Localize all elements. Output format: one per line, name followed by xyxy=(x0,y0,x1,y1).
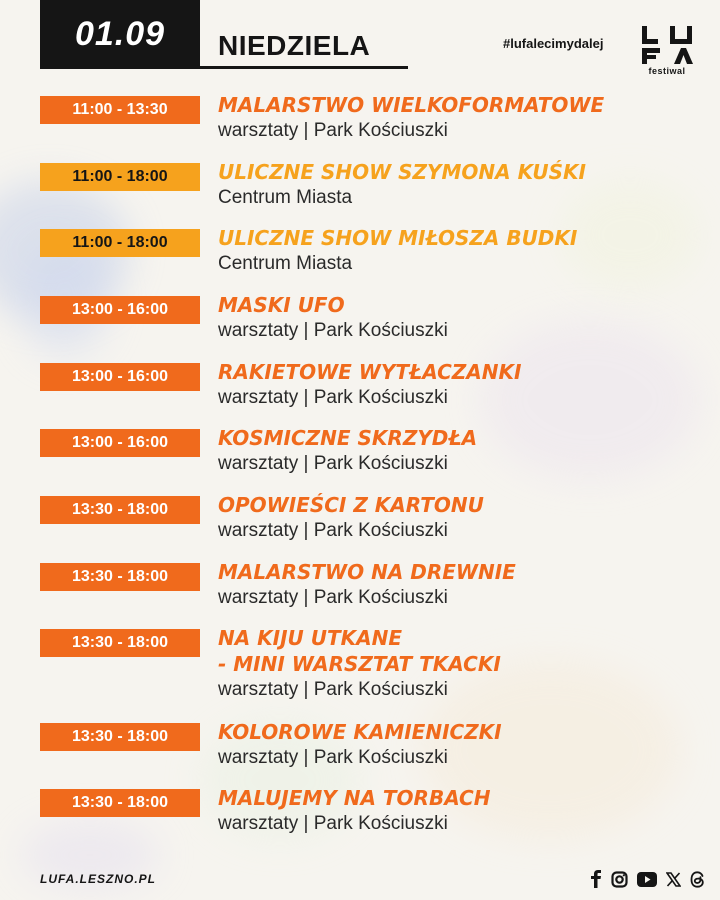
threads-icon[interactable] xyxy=(690,871,705,888)
event-location: warsztaty | Park Kościuszki xyxy=(218,387,448,408)
website-link[interactable]: LUFA.LESZNO.PL xyxy=(40,872,156,886)
event-title: ULICZNE SHOW SZYMONA KUŚKI xyxy=(218,160,586,184)
youtube-icon[interactable] xyxy=(637,872,657,887)
lufa-logo-icon xyxy=(640,24,694,66)
event-title: NA KIJU UTKANE - MINI WARSZTAT TKACKI xyxy=(218,626,501,676)
time-badge: 13:00 - 16:00 xyxy=(40,363,200,391)
event-location: warsztaty | Park Kościuszki xyxy=(218,320,448,341)
page-header xyxy=(40,0,408,68)
event-title: MALARSTWO NA DREWNIE xyxy=(218,560,516,584)
time-badge: 13:30 - 18:00 xyxy=(40,496,200,524)
time-badge: 11:00 - 13:30 xyxy=(40,96,200,124)
time-badge: 13:00 - 16:00 xyxy=(40,296,200,324)
social-links xyxy=(590,870,705,888)
event-title: MALARSTWO WIELKOFORMATOWE xyxy=(218,93,605,117)
event-title: KOLOROWE KAMIENICZKI xyxy=(218,720,502,744)
festival-logo xyxy=(640,24,694,76)
event-location: warsztaty | Park Kościuszki xyxy=(218,679,448,700)
event-title: RAKIETOWE WYTŁACZANKI xyxy=(218,360,522,384)
time-badge: 13:30 - 18:00 xyxy=(40,629,200,657)
event-location: Centrum Miasta xyxy=(218,253,353,274)
event-location: warsztaty | Park Kościuszki xyxy=(218,120,448,141)
x-icon[interactable] xyxy=(666,872,681,887)
facebook-icon[interactable] xyxy=(590,870,602,888)
event-location: Centrum Miasta xyxy=(218,187,353,208)
day-title: NIEDZIELA xyxy=(218,30,371,61)
event-title: ULICZNE SHOW MIŁOSZA BUDKI xyxy=(218,226,578,250)
event-title: KOSMICZNE SKRZYDŁA xyxy=(218,426,478,450)
time-badge: 13:30 - 18:00 xyxy=(40,789,200,817)
time-badge: 13:00 - 16:00 xyxy=(40,429,200,457)
header-divider xyxy=(40,66,408,69)
event-title: OPOWIEŚCI Z KARTONU xyxy=(218,493,484,517)
logo-subtitle: festiwal xyxy=(648,66,686,76)
date-badge: 01.09 xyxy=(40,0,200,68)
event-location: warsztaty | Park Kościuszki xyxy=(218,587,448,608)
event-location: warsztaty | Park Kościuszki xyxy=(218,813,448,834)
instagram-icon[interactable] xyxy=(611,871,628,888)
event-location: warsztaty | Park Kościuszki xyxy=(218,520,448,541)
event-title: MASKI UFO xyxy=(218,293,345,317)
event-location: warsztaty | Park Kościuszki xyxy=(218,747,448,768)
time-badge: 13:30 - 18:00 xyxy=(40,563,200,591)
event-title: MALUJEMY NA TORBACH xyxy=(218,786,491,810)
time-badge: 11:00 - 18:00 xyxy=(40,163,200,191)
hashtag: #lufalecimydalej xyxy=(503,36,604,51)
time-badge: 13:30 - 18:00 xyxy=(40,723,200,751)
event-location: warsztaty | Park Kościuszki xyxy=(218,453,448,474)
time-badge: 11:00 - 18:00 xyxy=(40,229,200,257)
